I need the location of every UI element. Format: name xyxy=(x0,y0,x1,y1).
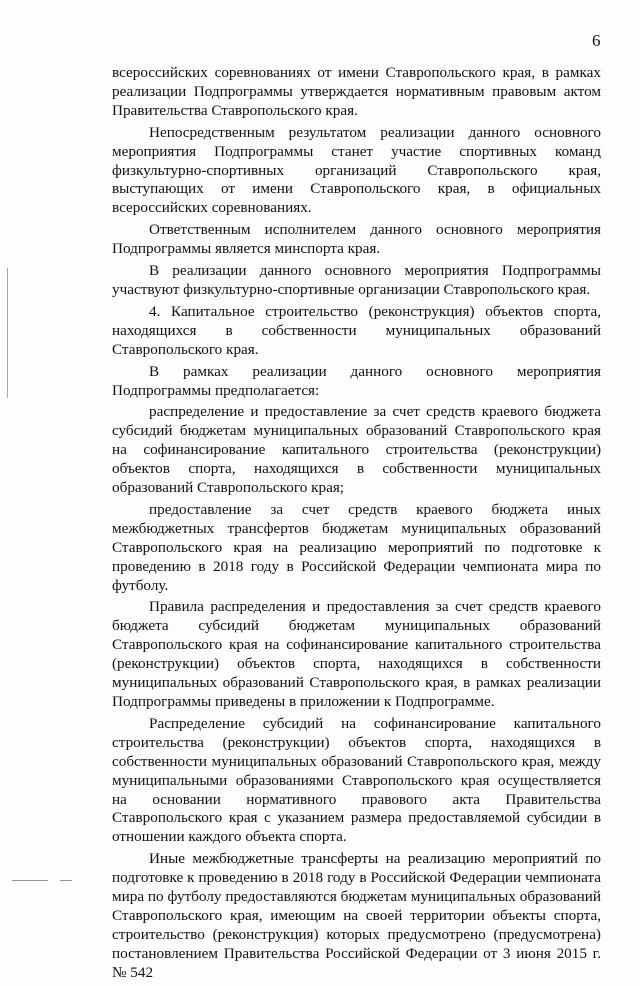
paragraph: Ответственным исполнителем данного основного мероприятия Подпрограммы является минспорта края. xyxy=(112,221,601,258)
document-body xyxy=(112,64,601,986)
paragraph: Непосредственным результатом реализации данного основного мероприятия Подпрограммы станет участие спортивных команд физкультурно-спортивных организаций Ставропольского края, выступающих от имени Ставропольского края, в официальных всероссийских соревнованиях. xyxy=(112,123,601,217)
margin-mark xyxy=(7,268,8,398)
paragraph: В реализации данного основного мероприятия Подпрограммы участвуют физкультурно-спортивные организации Ставропольского края. xyxy=(112,262,601,298)
list-item: предоставление за счет средств краевого бюджета иных межбюджетных трансфертов бюджетам муниципальных образований Ставропольского края на реализацию мероприятий по подготовке к проведению в 2018 году в Российской Федерации чемпионата мира по футболу. xyxy=(112,500,601,594)
paragraph: Распределение субсидий на софинансирование капитального строительства (реконструкции) объектов спорта, находящихся в собственности муниципальных образований Ставропольского края, между муниципальными образованиями Ставропольского края осуществляется на основании нормативного правового акта Правительства Ставропольского края с указанием размера предоставляемой субсидии в отношении каждого объекта спорта. xyxy=(112,714,601,846)
paragraph: Правила распределения и предоставления за счет средств краевого бюджета субсидий бюджетам муниципальных образований Ставропольского края на софинансирование капитального строительства (реконструкции) объектов спорта, находящихся в собственности муниципальных образований Ставропольского края, в рамках реализации Подпрограммы приведены в приложении к Подпрограмме. xyxy=(112,598,601,710)
paragraph: В рамках реализации данного основного мероприятия Подпрограммы предполагается: xyxy=(112,362,601,399)
list-item: распределение и предоставление за счет средств краевого бюджета субсидий бюджетам муниципальных образований Ставропольского края на софинансирование капитального строительства (реконструкции) объектов спорта, находящихся в собственности муниципальных образований Ставропольского края; xyxy=(112,403,601,497)
section-heading: 4. Капитальное строительство (реконструкция) объектов спорта, находящихся в собственности муниципальных образований Ставропольского края. xyxy=(112,302,601,358)
paragraph: Иные межбюджетные трансферты на реализацию мероприятий по подготовке к проведению в 2018 году в Российской Федерации чемпионата мира по футболу предоставляются бюджетам муниципальных образований Ставропольского края, имеющим на своей территории объекты спорта, строительство (реконструкция) которых предусмотрено (предусмотрена) постановлением Правительства Российской Федерации от 3 июня 2015 г. № 542 xyxy=(112,850,601,981)
paragraph: всероссийских соревнованиях от имени Ставропольского края, в рамках реализации Подпрограммы утверждается нормативным правовым актом Правительства Ставропольского края. xyxy=(112,64,601,119)
bottom-mark xyxy=(12,880,48,881)
page-number: 6 xyxy=(592,31,601,50)
bottom-mark xyxy=(60,880,72,881)
